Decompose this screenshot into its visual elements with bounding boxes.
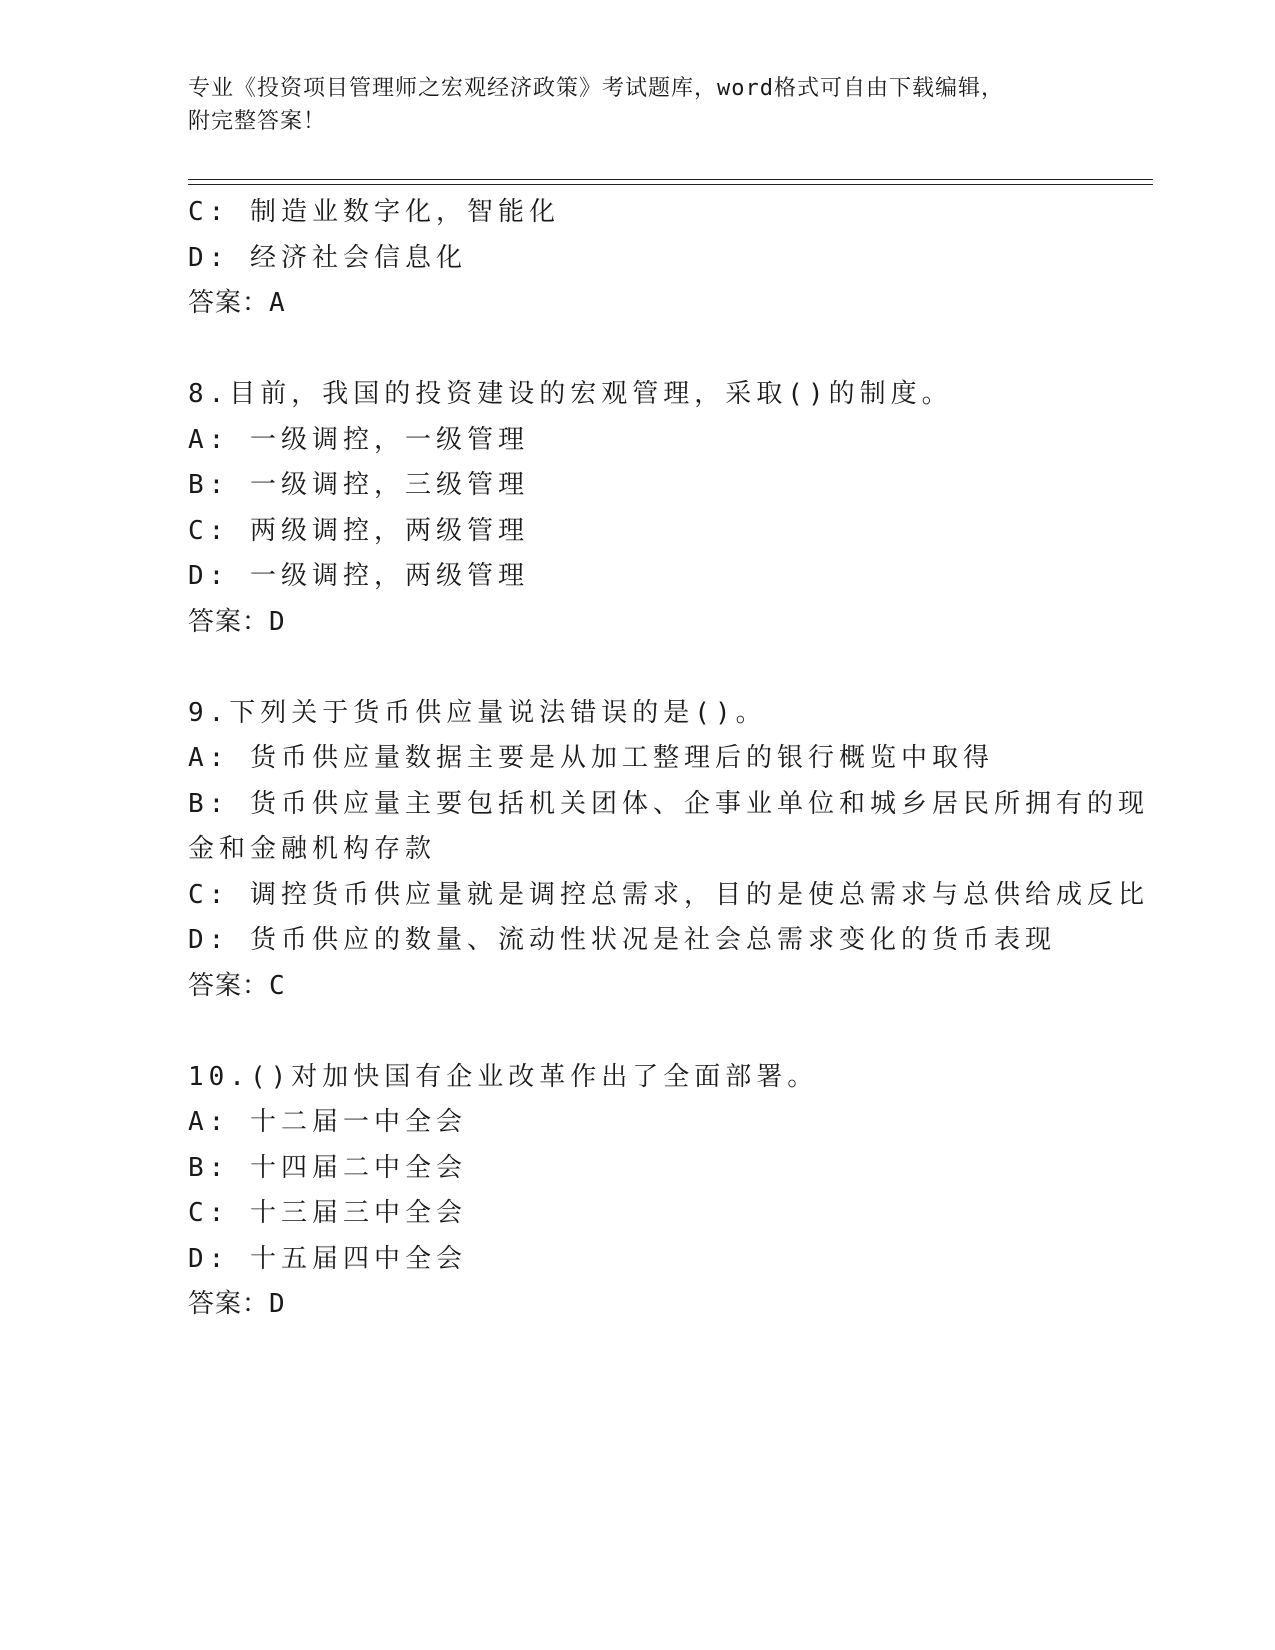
option-d: D: 经济社会信息化 bbox=[188, 242, 467, 273]
question-stem: 10.()对加快国有企业改革作出了全面部署。 bbox=[188, 1061, 819, 1092]
question-block-9 bbox=[188, 691, 1148, 1010]
option-c: C: 制造业数字化，智能化 bbox=[188, 197, 560, 227]
answer-value: D bbox=[269, 1289, 285, 1319]
question-block-10 bbox=[188, 1055, 1148, 1328]
header-rule-bottom bbox=[188, 184, 1153, 185]
spacer bbox=[188, 645, 1148, 691]
answer-value: D bbox=[269, 606, 285, 637]
option-b-line-2: 金和金融机构存款 bbox=[188, 834, 437, 864]
answer-line bbox=[188, 964, 1148, 1010]
option-c: C: 十三届三中全会 bbox=[188, 1198, 467, 1228]
option-a: A: 十二届一中全会 bbox=[188, 1107, 467, 1137]
option-d: D: 货币供应的数量、流动性状况是社会总需求变化的货币表现 bbox=[188, 925, 1056, 955]
option-a: A: 一级调控，一级管理 bbox=[188, 424, 529, 455]
answer-label: 答案： bbox=[188, 606, 270, 637]
answer-label: 答案： bbox=[188, 970, 270, 1001]
header-line-1: 专业《投资项目管理师之宏观经济政策》考试题库，word格式可自由下载编辑， bbox=[188, 76, 1004, 101]
option-d: D: 十五届四中全会 bbox=[188, 1243, 467, 1274]
option-a: A: 货币供应量数据主要是从加工整理后的银行概览中取得 bbox=[188, 743, 994, 773]
spacer bbox=[188, 1009, 1148, 1055]
option-b: B: 一级调控，三级管理 bbox=[188, 470, 529, 500]
option-c: C: 调控货币供应量就是调控总需求，目的是使总需求与总供给成反比 bbox=[188, 879, 1149, 910]
option-b-line-1: B: 货币供应量主要包括机关团体、企事业单位和城乡居民所拥有的现 bbox=[188, 788, 1149, 819]
option-c: C: 两级调控，两级管理 bbox=[188, 515, 529, 546]
question-stem: 9.下列关于货币供应量说法错误的是()。 bbox=[188, 697, 767, 728]
answer-label: 答案： bbox=[188, 1289, 270, 1319]
spacer bbox=[188, 327, 1148, 373]
question-stem: 8.目前，我国的投资建设的宏观管理，采取()的制度。 bbox=[188, 379, 953, 409]
option-b: B: 十四届二中全会 bbox=[188, 1152, 467, 1183]
answer-line bbox=[188, 281, 1148, 327]
question-block-8 bbox=[188, 372, 1148, 645]
answer-line bbox=[188, 1282, 1148, 1328]
header-rule-top bbox=[188, 179, 1153, 180]
answer-value: C bbox=[269, 970, 285, 1001]
document-header bbox=[188, 72, 1088, 138]
option-d: D: 一级调控，两级管理 bbox=[188, 561, 529, 591]
question-block-prev bbox=[188, 190, 1148, 327]
answer-label: 答案： bbox=[188, 288, 270, 318]
header-line-2: 附完整答案！ bbox=[188, 109, 327, 134]
question-list bbox=[188, 190, 1148, 1328]
answer-line bbox=[188, 600, 1148, 646]
answer-value: A bbox=[269, 288, 285, 318]
